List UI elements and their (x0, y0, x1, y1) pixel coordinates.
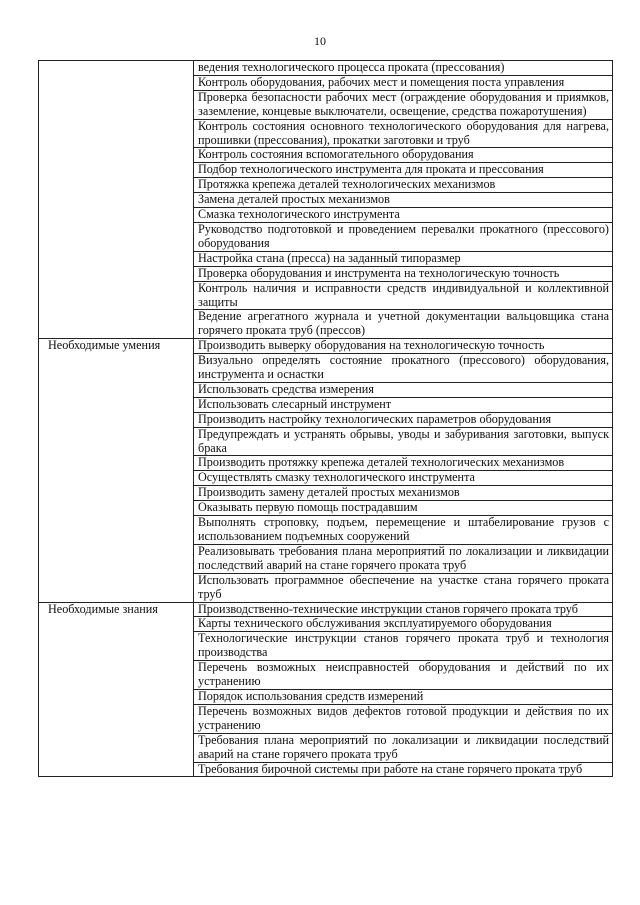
section-item: Руководство подготовкой и проведением перевалки прокатного (прессового) оборудования (194, 222, 613, 251)
section-item: Карты технического обслуживания эксплуатируемого оборудования (194, 617, 613, 632)
section-item: Контроль наличия и исправности средств индивидуальной и коллективной защиты (194, 281, 613, 310)
section-item: Контроль состояния вспомогательного оборудования (194, 148, 613, 163)
section-item: Предупреждать и устранять обрывы, уводы и забуривания заготовки, выпуск брака (194, 427, 613, 456)
section-item: Визуально определять состояние прокатного (прессового) оборудования, инструмента и оснастки (194, 354, 613, 383)
section-item: Использовать средства измерения (194, 382, 613, 397)
section-item: Выполнять строповку, подъем, перемещение и штабелирование грузов с использованием подъемных сооружений (194, 516, 613, 545)
section-item: Реализовывать требования плана мероприятий по локализации и ликвидации последствий аварий на стане горячего проката труб (194, 544, 613, 573)
section-item: Смазка технологического инструмента (194, 208, 613, 223)
section-item: Производить протяжку крепежа деталей технологических механизмов (194, 456, 613, 471)
section-item: Производить настройку технологических параметров оборудования (194, 412, 613, 427)
table-row (39, 602, 613, 617)
section-item: Протяжка крепежа деталей технологических механизмов (194, 178, 613, 193)
section-item: Ведение агрегатного журнала и учетной документации вальцовщика стана горячего проката труб (прессов) (194, 310, 613, 339)
section-item: Контроль оборудования, рабочих мест и помещения поста управления (194, 75, 613, 90)
section-item: ведения технологического процесса проката (прессования) (194, 61, 613, 76)
section-item: Оказывать первую помощь пострадавшим (194, 501, 613, 516)
competency-table (38, 60, 613, 777)
section-item: Контроль состояния основного технологического оборудования для нагрева, прошивки (прессования), прокатки заготовки и труб (194, 119, 613, 148)
section-item: Требования бирочной системы при работе на стане горячего проката труб (194, 762, 613, 777)
section-item: Осуществлять смазку технологического инструмента (194, 471, 613, 486)
section-label: Необходимые умения (39, 339, 194, 602)
section-item: Проверка оборудования и инструмента на технологическую точность (194, 266, 613, 281)
section-label (39, 61, 194, 339)
section-item: Технологические инструкции станов горячего проката труб и технология производства (194, 632, 613, 661)
page-number: 10 (314, 34, 326, 48)
competency-table-body (39, 61, 613, 777)
section-item: Порядок использования средств измерений (194, 689, 613, 704)
section-item: Перечень возможных неисправностей оборудования и действий по их устранению (194, 661, 613, 690)
section-item: Настройка стана (пресса) на заданный типоразмер (194, 251, 613, 266)
section-item: Проверка безопасности рабочих мест (ограждение оборудования и приямков, заземление, концевые выключатели, освещение, средства пожаротушения) (194, 90, 613, 119)
section-item: Требования плана мероприятий по локализации и ликвидации последствий аварий на стане горячего проката труб (194, 733, 613, 762)
section-item: Подбор технологического инструмента для проката и прессования (194, 163, 613, 178)
section-item: Использовать слесарный инструмент (194, 397, 613, 412)
section-item: Производственно-технические инструкции станов горячего проката труб (194, 602, 613, 617)
section-label: Необходимые знания (39, 602, 194, 777)
table-row (39, 61, 613, 76)
section-item: Использовать программное обеспечение на участке стана горячего проката труб (194, 573, 613, 602)
section-item: Производить выверку оборудования на технологическую точность (194, 339, 613, 354)
section-item: Производить замену деталей простых механизмов (194, 486, 613, 501)
section-item: Замена деталей простых механизмов (194, 193, 613, 208)
section-item: Перечень возможных видов дефектов готовой продукции и действия по их устранению (194, 704, 613, 733)
table-row (39, 339, 613, 354)
